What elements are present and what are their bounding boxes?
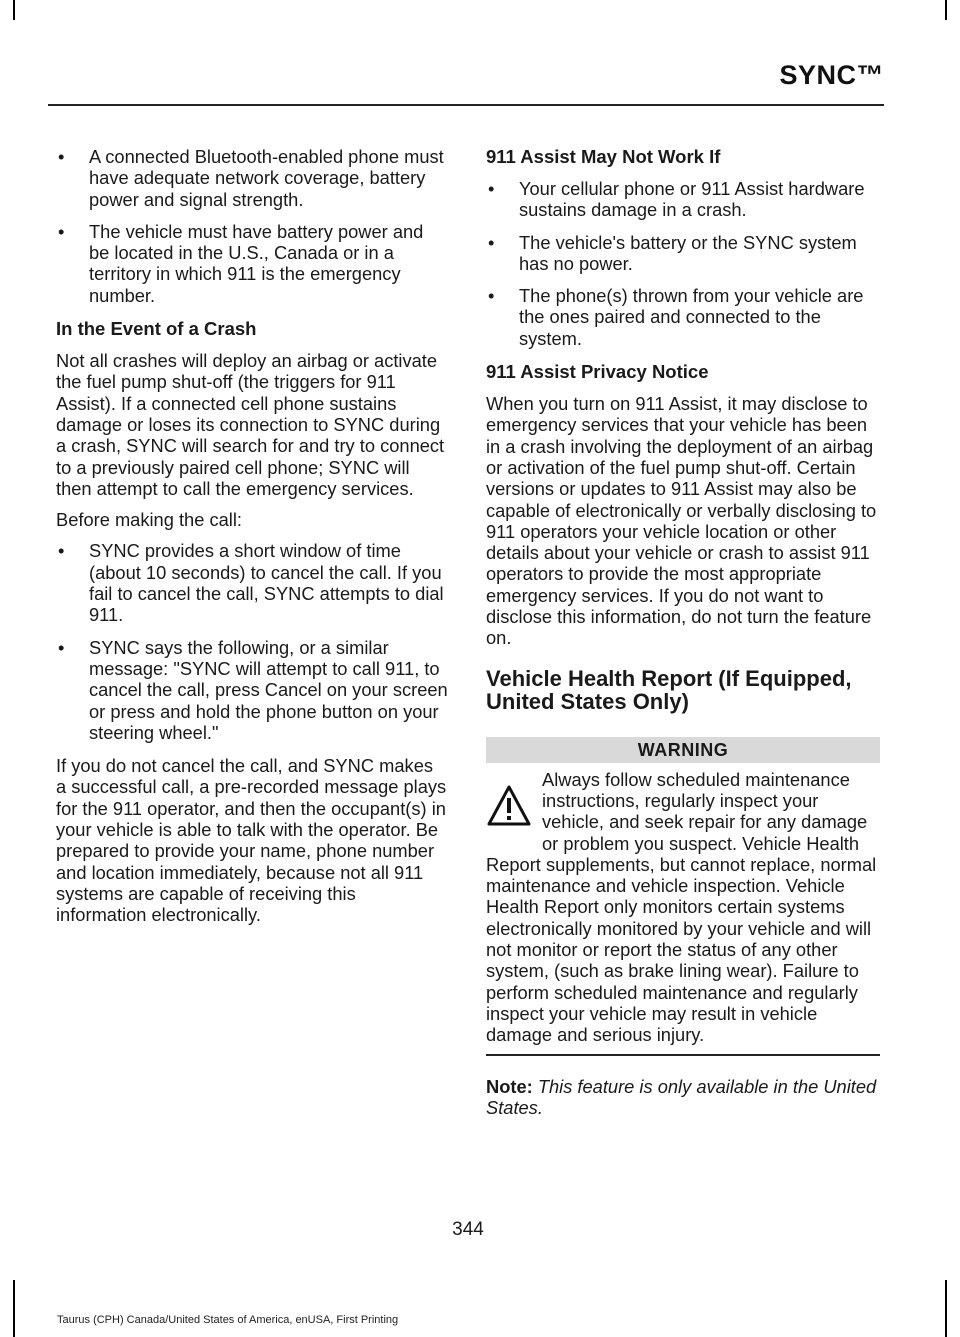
warning-box bbox=[486, 769, 880, 1056]
note bbox=[486, 1076, 880, 1119]
section-heading-privacy: 911 Assist Privacy Notice bbox=[486, 361, 709, 383]
list-item: • SYNC provides a short window of time (about 10 seconds) to cancel the call. If you fail to cancel the call, SYNC attempts to dial 911. bbox=[58, 540, 444, 626]
list-item: • Your cellular phone or 911 Assist hardware sustains damage in a crash. bbox=[488, 178, 865, 221]
crash-paragraph: Not all crashes will deploy an airbag or activate the fuel pump shut-off (the triggers for 911 Assist). If a connected cell phone sustains damage or loses its connection to SYNC during a crash, SYNC will search for and try to connect to a previously paired cell phone; SYNC will then attempt to call the emergency services. bbox=[56, 350, 445, 499]
bullet-icon: • bbox=[58, 220, 65, 242]
section-heading-crash: In the Event of a Crash bbox=[56, 318, 257, 340]
crop-mark-top-left bbox=[13, 0, 15, 20]
before-call-text: Before making the call: bbox=[56, 509, 242, 531]
bullet-icon: • bbox=[58, 540, 65, 562]
header-divider bbox=[48, 104, 884, 106]
list-item: • A connected Bluetooth-enabled phone must have adequate network coverage, battery power and signal strength. bbox=[58, 146, 444, 210]
right-column bbox=[486, 146, 880, 1128]
bullet-icon: • bbox=[488, 178, 495, 199]
section-heading-not-work: 911 Assist May Not Work If bbox=[486, 146, 721, 167]
warning-triangle-icon bbox=[486, 783, 532, 829]
requirements-list bbox=[56, 146, 448, 306]
privacy-paragraph: When you turn on 911 Assist, it may disclose to emergency services that your vehicle has been in a crash involving the deployment of an airbag or activation of the fuel pump shut-off. Certain versions or updates to 911 Assist may also be capable of electronically or verbally disclosing to 911 operators your vehicle location or other details about your vehicle or crash to assist 911 operators to provide the most appropriate emergency services. If you do not want to disclose this information, do not turn the feature on. bbox=[486, 393, 877, 649]
crop-mark-top-right bbox=[945, 0, 947, 20]
footer-text: Taurus (CPH) Canada/United States of America, enUSA, First Printing bbox=[57, 1314, 399, 1326]
page-title: SYNC™ bbox=[779, 60, 884, 90]
bullet-icon: • bbox=[58, 146, 65, 167]
bullet-icon: • bbox=[58, 636, 65, 658]
list-item: • SYNC says the following, or a similar message: "SYNC will attempt to call 911, to cancel the call, press Cancel on your screen or press and hold the phone button on your steering wheel." bbox=[58, 636, 448, 743]
not-work-list bbox=[486, 178, 880, 349]
crop-mark-bottom-right bbox=[945, 1280, 947, 1337]
operator-paragraph: If you do not cancel the call, and SYNC makes a successful call, a pre-recorded message plays for the 911 operator, and then the occupant(s) in your vehicle is able to talk with the operator. Be prepared to provide your name, phone number and location immediately, because not all 911 systems are capable of receiving this information electronically. bbox=[56, 755, 447, 926]
section-heading-vhr: Vehicle Health Report (If Equipped, United States Only) bbox=[486, 665, 852, 714]
list-item: • The phone(s) thrown from your vehicle are the ones paired and connected to the system. bbox=[488, 285, 864, 349]
call-list bbox=[56, 540, 448, 743]
page-number: 344 bbox=[452, 1219, 484, 1240]
crop-mark-bottom-left bbox=[13, 1280, 15, 1337]
warning-banner: WARNING bbox=[486, 737, 880, 763]
note-text: This feature is only available in the United States. bbox=[486, 1075, 877, 1118]
bullet-icon: • bbox=[488, 285, 495, 307]
bullet-icon: • bbox=[488, 231, 495, 253]
note-label: Note: bbox=[486, 1075, 533, 1097]
warning-text: Always follow scheduled maintenance instructions, regularly inspect your vehicle, and seek repair for any damage or problem you suspect. Vehicle Health Report supplements, but cannot replace, normal maintenance and vehicle inspection. Vehicle Health Report only monitors certain systems electronically monitored by your vehicle and will not monitor or report the status of any other system, (such as brake lining wear). Failure to perform scheduled maintenance and regularly inspect your vehicle may result in vehicle damage and serious injury. bbox=[486, 768, 877, 1046]
warning-divider bbox=[486, 1054, 880, 1056]
list-item: • The vehicle's battery or the SYNC system has no power. bbox=[488, 231, 857, 274]
list-item: • The vehicle must have battery power and be located in the U.S., Canada or in a territory in which 911 is the emergency number. bbox=[58, 220, 424, 306]
left-column bbox=[56, 146, 448, 936]
